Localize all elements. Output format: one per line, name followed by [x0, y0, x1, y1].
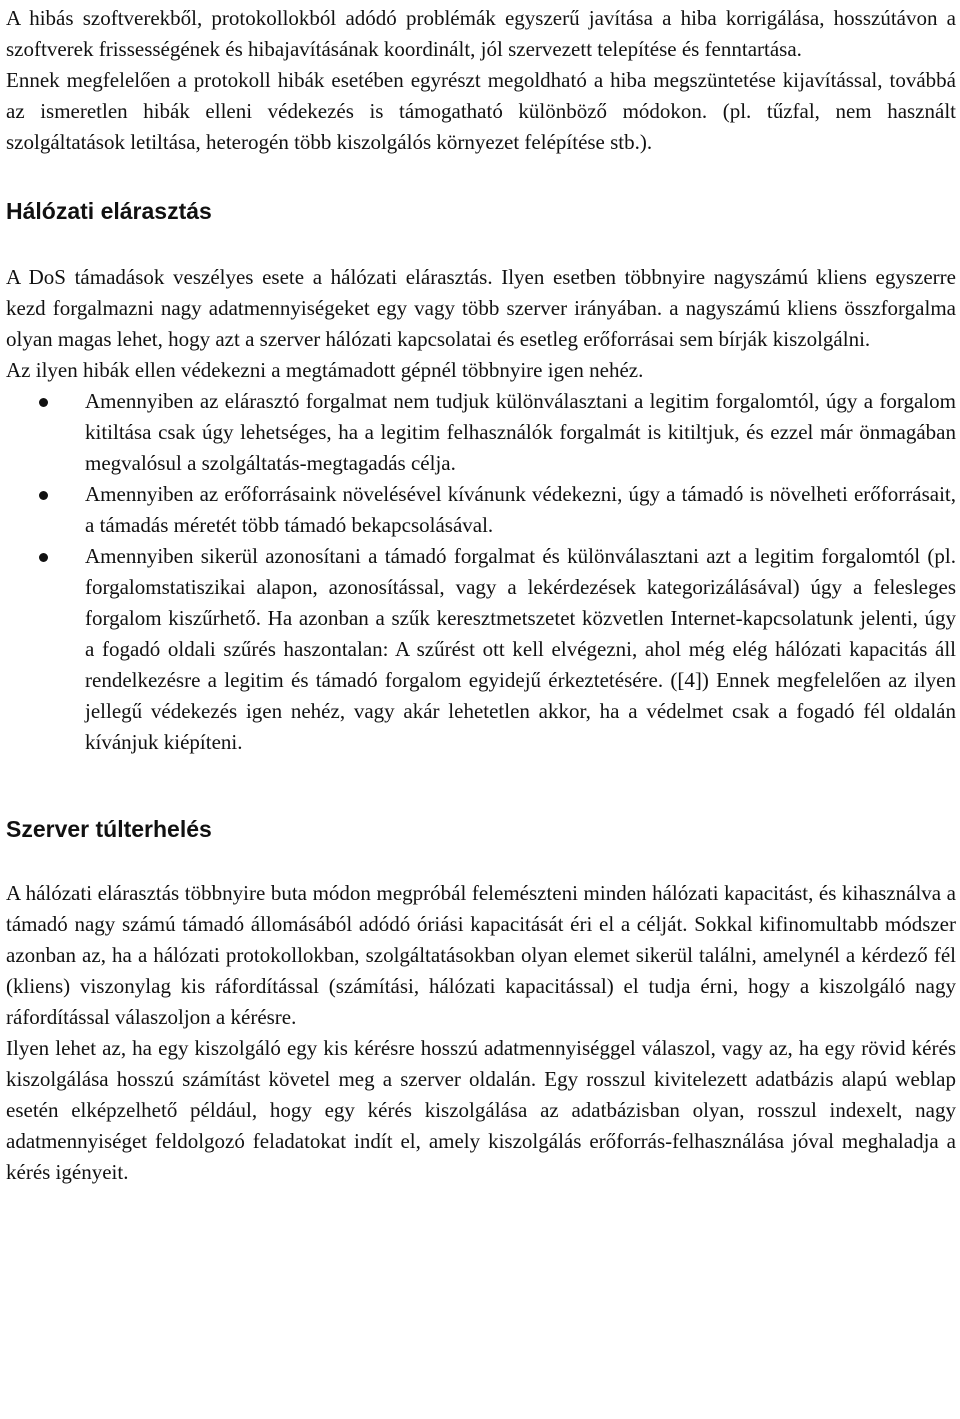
dos-paragraph-2: Az ilyen hibák ellen védekezni a megtámadott gépnél többnyire igen nehéz. — [6, 358, 644, 382]
server-paragraph: A hálózati elárasztás többnyire buta módon megpróbál felemészteni minden hálózati kapacitást, és kihasználva a támadó nagy számú támadó állomásából adódó óriási kapacitását éri el a célját. Sokkal kifinomultabb módszer azonban az, ha a hálózati protokollokban, szolgáltatásokban olyan elemet sikerül találni, amelynél a kérdező fél (kliens) viszonylag kis ráfordítással (számítási, hálózati kapacitással) el tudja érni, hogy a kiszolgáló nagy ráfordítással válaszoljon a kérésre. — [6, 881, 956, 1029]
intro-paragraph-2: Ennek megfelelően a protokoll hibák esetében egyrészt megoldható a hiba megszüntetése kijavítással, továbbá az ismeretlen hibák elleni védekezés is támogatható különböző módokon. (pl. tűzfal, nem használt szolgáltatások letiltása, heterogén több kiszolgálós környezet felépítése stb.). — [6, 68, 956, 154]
list-item — [6, 479, 956, 541]
list-item-text: Amennyiben az erőforrásaink növelésével kívánunk védekezni, úgy a támadó is növelheti erőforrásait, a támadás méretét több támadó bekapcsolásával. — [85, 482, 956, 537]
list-item-text: Amennyiben az elárasztó forgalmat nem tudjuk különválasztani a legitim forgalomtól, úgy a forgalom kitiltása csak úgy lehetséges, ha a legitim felhasználók forgalmát is kitiltjuk, és ezzel már önmagában megvalósul a szolgáltatás-megtagadás célja. — [85, 389, 956, 475]
defense-bullet-list — [6, 386, 956, 758]
bullet-icon — [39, 553, 48, 562]
section-heading-server-overload: Szerver túlterhelés — [6, 816, 212, 842]
intro-paragraph: A hibás szoftverekből, protokollokból adódó problémák egyszerű javítása a hiba korrigálása, hosszútávon a szoftverek frissességének és hibajavításának koordinált, jól szervezett telepítése és fenntartása. — [6, 6, 956, 61]
dos-paragraph: A DoS támadások veszélyes esete a hálózati elárasztás. Ilyen esetben többnyire nagyszámú kliens egyszerre kezd forgalmazni nagy adatmennyiségeket egy vagy több szerver irányában. a nagyszámú kliens összforgalma olyan magas lehet, hogy azt a szerver hálózati kapcsolatai és esetleg erőforrásai sem bírják kiszolgálni. — [6, 265, 956, 351]
list-item-text: Amennyiben sikerül azonosítani a támadó forgalmat és különválasztani azt a legitim forgalomtól (pl. forgalomstatiszikai alapon, azonosítással, vagy a lekérdezések kategorizálásával) úgy a felesleges forgalom kiszűrhető. Ha azonban a szűk keresztmetszetet közvetlen Internet-kapcsolatunk jelenti, úgy a fogadó oldali szűrés haszontalan: A szűrést ott kell elvégezni, ahol még elég hálózati kapacitás áll rendelkezésre a legitim és támadó forgalom egyidejű érkeztetésére. ([4]) Ennek megfelelően az ilyen jellegű védekezés igen nehéz, vagy akár lehetetlen akkor, ha a védelmet csak a fogadó fél oldalán kívánjuk kiépíteni. — [85, 544, 956, 754]
bullet-icon — [39, 491, 48, 500]
bullet-icon — [39, 398, 48, 407]
server-paragraph-2: Ilyen lehet az, ha egy kiszolgáló egy kis kérésre hosszú adatmennyiséggel válaszol, vagy az, ha egy rövid kérés kiszolgálása hosszú számítást követel meg a szerver oldalán. Egy rosszul kivitelezett adatbázis alapú weblap esetén elképzelhető például, hogy egy kérés kiszolgálása az adatbázisban olyan, rosszul indexelt, nagy adatmennyiséget feldolgozó feladatokat indít el, amely kiszolgálás erőforrás-felhasználása jóval meghaladja a kérés igényeit. — [6, 1036, 956, 1184]
list-item — [6, 386, 956, 479]
list-item — [6, 541, 956, 758]
section-heading-network-flood: Hálózati elárasztás — [6, 198, 212, 224]
